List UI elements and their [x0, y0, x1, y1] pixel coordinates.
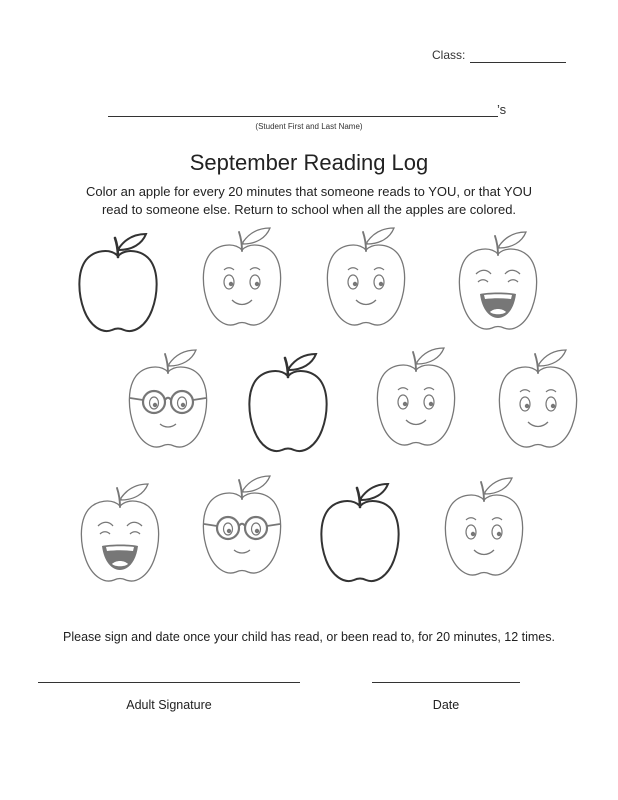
apple-5[interactable] [122, 342, 214, 452]
class-label: Class: [432, 48, 466, 62]
footer-instruction: Please sign and date once your child has read, or been read to, for 20 minutes, 12 times. [63, 630, 555, 644]
page-title: September Reading Log [189, 150, 429, 175]
apple-8[interactable] [492, 342, 584, 452]
signature-field-line[interactable] [38, 682, 300, 683]
instructions [0, 183, 618, 219]
possessive-suffix: ’s [497, 102, 507, 117]
apple-10[interactable] [196, 468, 288, 578]
student-name-field-line[interactable] [108, 116, 498, 117]
apple-1[interactable] [72, 226, 164, 336]
instructions-line-1: Color an apple for every 20 minutes that someone reads to YOU, or that YOU [85, 184, 533, 199]
apple-4[interactable] [452, 224, 544, 334]
apple-11[interactable] [314, 476, 406, 586]
signature-label: Adult Signature [126, 698, 212, 712]
class-field-line[interactable] [470, 62, 566, 63]
apple-2[interactable] [196, 220, 288, 330]
date-field-line[interactable] [372, 682, 520, 683]
apple-3[interactable] [320, 220, 412, 330]
date-label: Date [432, 698, 460, 712]
apple-6[interactable] [242, 346, 334, 456]
student-name-caption: (Student First and Last Name) [255, 122, 363, 131]
apple-9[interactable] [74, 476, 166, 586]
instructions-line-2: read to someone else. Return to school when all the apples are colored. [101, 202, 517, 217]
apple-7[interactable] [370, 340, 462, 450]
apple-12[interactable] [438, 470, 530, 580]
